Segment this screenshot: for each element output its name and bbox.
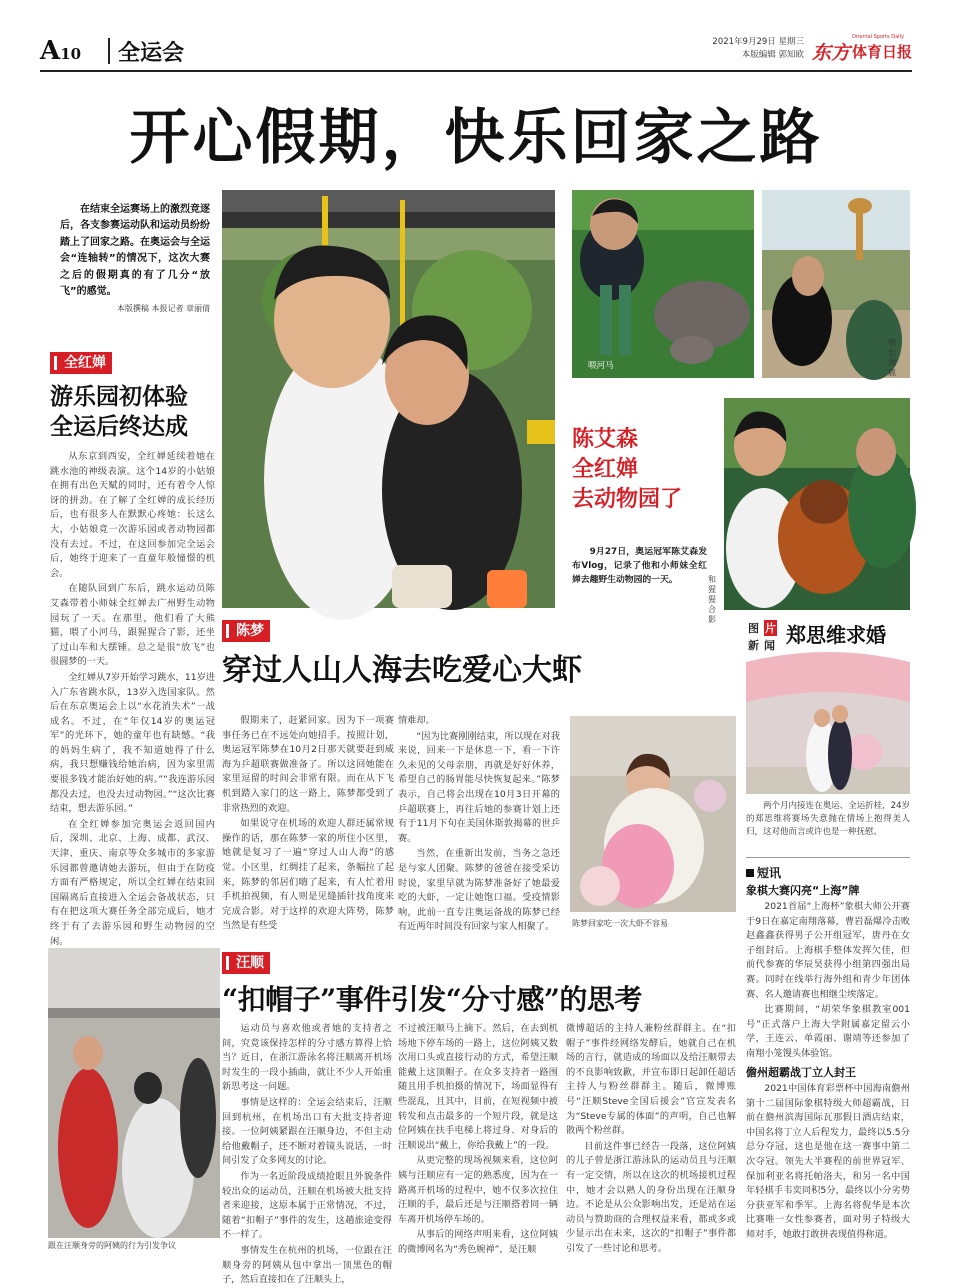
story3-col2-para-3: 从事后的网络声明来看，这位阿姨的微博网名为“秀色婉禅”，是汪顺 bbox=[398, 1229, 558, 1255]
story3-col1-para-4: 事情发生在杭州的机场，一位跟在汪顺身旁的阿姨从包中拿出一顶黑色的帽子，然后直接扣在了汪顺头上， bbox=[222, 1244, 392, 1286]
story1-title-line1: 游乐园初体验 bbox=[50, 383, 188, 410]
brief1-para-2: 比赛期间，“胡荣华象棋教室001号”正式落户上海大学附属嘉定留云小学，王连云、单霞丽、谢靖等还参加了南翔小笼馒头体验馆。 bbox=[746, 1004, 910, 1059]
badge-char-tl: 图 bbox=[748, 622, 759, 635]
brief2-title: 儋州超霸战丁立人封王 bbox=[746, 1066, 856, 1079]
logo-name: 体育日报 bbox=[852, 43, 913, 61]
story3-col2-para-2: 从更完整的现场视频来看，这位阿姨与汪顺应有一定的熟悉度，因为在一路离开机场的过程中，她不仅多次拉住汪顺的手，最后还是与汪顺搭着同一辆车离开机场停车场的。 bbox=[398, 1155, 558, 1225]
lead-byline: 本版撰稿 本报记者 章丽倩 bbox=[116, 304, 210, 314]
feature-title-line1: 陈艾森 bbox=[572, 426, 639, 452]
logo-subtitle: Oriental Sports Daily bbox=[852, 34, 904, 40]
wedding-photo-illustration bbox=[746, 662, 910, 794]
badge-char-br: 闻 bbox=[764, 639, 775, 652]
page-letter: A bbox=[40, 36, 61, 66]
story3-col1 bbox=[222, 1022, 392, 1286]
airport-photo-illustration bbox=[48, 948, 220, 1238]
story2-col2 bbox=[398, 714, 560, 934]
story2-tag: 陈梦 bbox=[222, 620, 270, 642]
badge-char-bl: 新 bbox=[748, 639, 759, 652]
photo-news-badge bbox=[746, 620, 780, 654]
story3-col1-para-1: 运动员与喜欢他或者她的支持者之间，究竟该保持怎样的分寸感方算得上恰当？近日，在浙江游泳名将汪顺离开机场时发生的一段小插曲，就让不少人开始重新思考这一问题。 bbox=[222, 1023, 392, 1093]
hippo-caption: 喂河马 bbox=[588, 361, 614, 371]
airport-caption: 跟在汪顺身旁的阿姨的行为引发争议 bbox=[48, 1241, 176, 1250]
story2-col1-para-1: 假期来了，赶紧回家。因为下一项赛事任务已在不远处向她招手。按照计划，奥运冠军陈梦在10月2日那天就要赶到威海为乒超联赛做准备了。所以这回她能在家里逗留的时间会非常有限。而在从下飞机到踏入家门的这一路上，陈梦都受到了非常热烈的欢迎。 bbox=[222, 715, 394, 814]
brief-header bbox=[746, 864, 781, 881]
story2-col2-para-3: 当然，在重新出发前，当务之急还是与家人团聚。陈梦的爸爸在接受采访时说，家里早就为陈梦准备好了她最爱吃的大虾，一定让她饱口福。受疫情影响，此前一直专注奥运备战的陈梦已经有近两年时间没有回家与家人相聚了。 bbox=[398, 848, 560, 933]
main-photo bbox=[222, 190, 555, 608]
page-number-badge bbox=[40, 36, 81, 66]
brief1-body bbox=[746, 900, 910, 1059]
brief-header-label: 短讯 bbox=[757, 866, 782, 880]
story1-body bbox=[50, 450, 215, 950]
story3-col2-para-1: 不过被汪顺马上摘下。然后，在去到机场地下停车场的一路上，这位阿姨又数次用口头或直接行动的方式，希望汪顺能戴上这顶帽子。在众多支持者一路围随且用手机拍摄的情况下，场面显得有些混乱，且其中，目前，在短视频中被转发和点击最多的一个短片段，就是这位阿姨在扶手电梯上将过身、对身后的汪顺说出“戴上，你给我戴上”的一段。 bbox=[398, 1023, 558, 1151]
shrimp-caption: 陈梦回家吃一次大虾不容易 bbox=[572, 919, 668, 928]
editor-label: 本版编辑 bbox=[741, 50, 776, 60]
story1-para-2: 在随队回到广东后，跳水运动员陈艾森带着小师妹全红婵去广州野生动物园玩了一天。在那里，他们看了大熊猫，喂了小河马，跟猩猩合了影，还坐了过山车和大摆锤。总之是很“放飞”也很圆梦的一天。 bbox=[50, 583, 215, 668]
feature-text: 9月27日，奥运冠军陈艾森发布Vlog，记录了他和小师妹全红婵去趣野生动物园的一天。 bbox=[572, 547, 707, 585]
header-divider bbox=[108, 38, 110, 64]
story3-col3-para-1: 微博超话的主持人兼粉丝群群主。在“扣帽子”事件经网络发酵后，她就自己在机场的言行，就造成的场面以及给汪顺带去的不良影响致歉，并宣布即日起卸任超话主持人与粉丝群群主。随后，微博账号“汪顺Steve全国后援会”官宣发表名为“Steve专属的体面”的声明，自己也解散两个粉丝群。 bbox=[566, 1023, 736, 1137]
airport-photo bbox=[48, 948, 220, 1238]
sidebar-divider bbox=[746, 857, 910, 858]
brief1-para-1: 2021首届“上海杯”象棋大师公开赛于9日在嘉定南翔落幕，曹岩磊爆冷击败赵鑫鑫获得男子公开组冠军，唐丹在女子组封后。上海棋手整体发挥欠佳，但前代参赛的华辰昊获得小组第四强出局赛。同时在线举行海外组和青少年团体赛、名人邀请赛也相继尘埃落定。 bbox=[746, 901, 910, 1000]
orangutan-photo bbox=[724, 398, 910, 610]
brief2-para-1: 2021中国体育彩票杯中国海南儋州第十二届国际象棋特级大师超霸战，日前在儋州滨海国际瓦那假日酒店结束，中国名将丁立人后程发力，最终以5.5分总分夺冠，这也是他在这一赛事中第二次夺冠。领先大半赛程的前世界冠军、保加利亚名将托帕洛夫，和另一名中国年轻棋手韦奕同积5分，最终以小分劣势分获亚军和季军。上海名将倪华是本次比赛唯一女性参赛者，面对男子特级大师对手，她敢打敢拼表现值得称道。 bbox=[746, 1083, 910, 1240]
wedding-photo bbox=[746, 662, 910, 794]
story2-col1-para-2: 如果说守在机场的欢迎人群还属常规操作的话，那在陈梦一家的所住小区里，她就是复习了一遍“穿过人山人海”的感觉。小区里，红绸挂了起来，条幅拉了起来，陈梦的邻居们嗨了起来，有人忙着用手机拍视频，有人则是见缝插针找角度来完成合影。对于这样的欢迎大阵势，陈梦当然是有些受 bbox=[222, 818, 394, 932]
wedding-caption: 两个月内接连在奥运、全运折桂，24岁的郑思维将赛场失意抛在情场上抱得美人归，这对他而言或许也是一种抚慰。 bbox=[746, 801, 910, 837]
story1-title-line2: 全运后终达成 bbox=[50, 413, 188, 440]
story1-tag: 全红婵 bbox=[50, 352, 112, 374]
brief2-body bbox=[746, 1082, 910, 1250]
hippo-photo-illustration bbox=[572, 190, 754, 378]
feature-title bbox=[572, 424, 722, 514]
shrimp-photo bbox=[570, 716, 736, 912]
newspaper-logo bbox=[812, 34, 912, 66]
feature-title-line2: 全红婵 bbox=[572, 456, 639, 482]
story1-para-4: 在全红婵参加完奥运会返回国内后，深圳、北京、上海、成都、武汉、天津、重庆、南京等众多城市的多家游乐园都曾邀请她去游玩，但由于在防疫方面有严格规定，所以全红婵在结束回国隔离后直接进入全运会备战状态，只有在把这项大赛任务全部完成后，她才终于有了去游乐园和野生动物园的空闲。 bbox=[50, 818, 215, 947]
main-photo-illustration bbox=[222, 190, 555, 608]
logo-mark: 东方 bbox=[812, 42, 851, 64]
giraffe-caption: 喂长颈鹿 bbox=[888, 338, 896, 377]
story2-col2-para-1: 情难却。 bbox=[398, 715, 435, 726]
story3-title: “扣帽子”事件引发“分寸感”的思考 bbox=[222, 983, 642, 1016]
section-title: 全运会 bbox=[118, 40, 185, 66]
story1-para-3: 全红婵从7岁开始学习跳水，11岁进入广东省跳水队，13岁入选国家队。然后在东京奥运会上以“水花消失术”一战成名。不过，在“年仅14岁的奥运冠军”的光环下，她的童年也有缺憾。“我的妈妈生病了，我不知道她得了什么病，我只想赚钱给她治病，因为家里需要很多钱才能治好她的病。”“我连游乐园都没去过，也没去过动物园。”“这次比赛结束，想去游乐园。” bbox=[50, 671, 215, 815]
header-rule bbox=[40, 70, 912, 72]
page-headline: 开心假期，快乐回家之路 bbox=[129, 103, 823, 173]
brief-header-marker bbox=[746, 869, 754, 877]
badge-char-tr: 片 bbox=[765, 622, 776, 635]
photo-news-title: 郑思维求婚 bbox=[786, 623, 886, 647]
lead-text: 在结束全运赛场上的激烈竞逐后，各支参赛运动队和运动员纷纷踏上了回家之路。在奥运会与全运会“连轴转”的情况下，这次大赛之后的假期真的有了几分“放飞”的感觉。 bbox=[60, 204, 210, 298]
editor-name: 郭知欧 bbox=[778, 50, 804, 60]
story1-para-1: 从东京到西安，全红婵延续着她在跳水池的神级表演。这个14岁的小姑娘在拥有出色天赋的同时，还有着令人惊讶的拼劲。在了解了全红婵的成长经历后，也有很多人在默默心疼她：长这么大，小姑娘竟一次游乐园或者动物园都没有去过。不过，在这回参加完全运会后，她终于迎来了一直童年般憧憬的机会。 bbox=[50, 451, 215, 579]
story3-col3-para-2: 目前这件事已经告一段落，这位阿姨的儿子曾是浙江游泳队的运动员且与汪顺有一定交情，所以在这次的机场接机过程中，她才会以熟人的身份出现在汪顺身边。不论是从公众影响出发，还是站在运动员与赞助商的合理权益来看，都或多或少显示出在未来，这次的“扣帽子”事件都引发了一些讨论和思考。 bbox=[566, 1140, 736, 1254]
issue-date: 2021年9月29日 bbox=[712, 37, 776, 47]
story2-col1 bbox=[222, 714, 394, 934]
story1-title bbox=[50, 382, 220, 442]
story3-col3 bbox=[566, 1022, 736, 1252]
shrimp-photo-illustration bbox=[570, 716, 736, 912]
orangutan-photo-illustration bbox=[724, 398, 910, 610]
header-date-block bbox=[694, 36, 804, 62]
story3-col2 bbox=[398, 1022, 558, 1255]
story3-col1-para-3: 作为一名近阶段成绩抢眼且外貌条件较出众的运动员，汪顺在机场被大批支持者来迎接，这原本属于正常情况，不过，随着“扣帽子”事件的发生，这趟旅途变得不一样了。 bbox=[222, 1170, 392, 1241]
story2-title: 穿过人山人海去吃爱心大虾 bbox=[222, 653, 582, 688]
brief1-title: 象棋大赛闪亮“上海”牌 bbox=[746, 884, 860, 897]
story3-tag: 汪顺 bbox=[222, 952, 270, 974]
story3-col1-para-2: 事情是这样的：全运会结束后，汪顺回到杭州，在机场出口有大批支持者迎接。一位阿姨紧跟在汪顺身边，不但主动给他戴帽子，还不断对着镜头说话，一时间引发了众多网友的讨论。 bbox=[222, 1096, 392, 1167]
feature-title-line3: 去动物园了 bbox=[572, 486, 683, 512]
page-number: 10 bbox=[60, 45, 82, 63]
lead-paragraph bbox=[60, 202, 210, 314]
story2-col2-para-2: “因为比赛刚刚结束，所以现在对我来说，回来一下是休息一下，看一下许久未见的父母亲朋，再就是好好休养，希望自己的肠胃能尽快恢复起来。”陈梦表示，自己将会出现在10月3日开幕的乒超联赛上，再往后她的参赛计划上还有于11月下旬在美国休斯敦揭幕的世乒赛。 bbox=[398, 730, 560, 844]
hippo-photo bbox=[572, 190, 754, 378]
issue-weekday: 星期三 bbox=[778, 37, 804, 47]
page-header bbox=[40, 34, 913, 70]
orangutan-caption: 和猩猩合影 bbox=[708, 575, 716, 624]
